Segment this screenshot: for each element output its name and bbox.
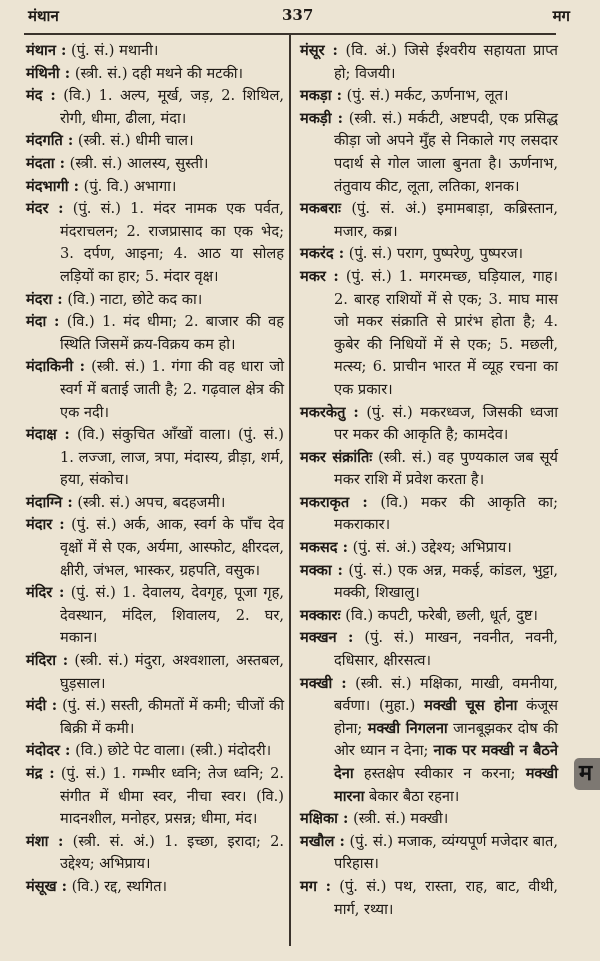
definition-text: (स्त्री. सं.) वह पुण्यकाल जब सूर्य मकर राशि में प्रवेश करता है। [334,448,558,489]
dictionary-entry [300,447,558,492]
headword: मंद्र : [26,765,55,782]
headword: मंशा : [26,832,64,850]
definition-text: (पुं. सं.) 1. गम्भीर ध्वनि; तेज ध्वनि; 2. संगीत में धीमा स्वर, नीचा स्वर। (वि.) मादनशील, मनोहर, प्रसन्न; धीमा, मंद। [54,765,285,828]
dictionary-entry [300,243,558,266]
dictionary-entry [300,876,558,921]
dictionary-entry [300,673,558,809]
definition-text: जानबूझकर दोष की ओर ध्यान न देना; [334,719,559,760]
dictionary-entry [26,85,284,130]
dictionary-entry [300,198,558,243]
definition-text: (पुं. सं.) मथानी। [66,42,159,59]
definition-text: (स्त्री. सं.) आलस्य, सुस्ती। [65,154,209,172]
headword: मंदाकिनी : [26,358,86,376]
definition-text: (स्त्री. सं.) मक्खी। [348,810,449,828]
headword: मक्खी : [300,674,347,692]
definition-text: (पुं. सं.) 1. देवालय, देवगृह, पूजा गृह, देवस्थान, मंदिल, शिवालय, 2. घर, मकान। [60,584,285,647]
dictionary-entry [26,289,284,312]
dictionary-entry [300,402,558,447]
headword: मक्षिका : [300,810,349,828]
dictionary-entry [300,108,558,198]
headword: मखौल : [300,832,345,850]
headword: मकरकेतु : [300,403,359,421]
definition-text: (वि.) मकर की आकृति का; मकराकार। [334,493,558,534]
headword: मंदाक्ष : [26,426,70,444]
definition-text: (वि. अं.) जिसे ईश्वरीय सहायता प्राप्त हो; विजयी। [334,42,558,82]
dictionary-entry [26,63,284,86]
dictionary-entry [300,560,558,605]
definition-text: (पुं. सं.) मजाक, व्यंग्यपूर्ण मजेदार बात, परिहास। [334,832,558,873]
definition-text: (पुं. सं.) 1. मगरमच्छ, घड़ियाल, गाह। 2. बारह राशियों में से एक; 3. माघ मास जो मकर संक्राति से प्रारंभ होता है; 4. कुबेर की निधियों में से एक; 5. मछली, मत्स्य; 6. प्राचीन भारत में व्यूह रचना का एक प्रकार। [334,267,558,398]
definition-text: (पुं. सं.) पराग, पुष्परेणु, पुष्परज। [344,245,524,263]
headword: मंसूख : [26,877,67,895]
headword: मंदिर : [26,584,65,602]
definition-text: (पुं. सं.) अर्क, आक, स्वर्ग के पाँच देव वृक्षों में से एक, अर्यमा, आस्फोट, क्षीरदल, क्षीरी, जंभल, भास्कर, ग्रहपति, वसुक। [60,516,284,579]
dictionary-entry [26,514,284,582]
idiom: मक्खी निगलना [367,719,448,737]
dictionary-entry [26,492,284,515]
dictionary-entry [26,582,284,650]
column-divider [289,34,291,946]
headword: मक्कारः [300,606,341,624]
dictionary-entry [26,831,284,876]
definition-text: (पुं. सं.) माखन, नवनीत, नवनी, दधिसार, क्षीरसत्व। [334,629,558,670]
definition-text: (पुं. वि.) अभागा। [78,177,177,195]
dictionary-entry [26,153,284,176]
definition-text: (पुं. सं.) मकरध्वज, जिसकी ध्वजा पर मकर की आकृति है; कामदेव। [334,403,558,444]
definition-text: (पुं. सं.) पथ, रास्ता, राह, बाट, वीथी, मार्ग, रथ्या। [331,877,558,918]
definition-text: (वि.) कपटी, फरेबी, छली, धूर्त, दुष्ट। [340,606,538,624]
definition-text: (पुं. सं. अं.) इमामबाड़ा, कब्रिस्तान, मजार, कब्र। [334,200,558,240]
headword: मंदरा : [26,290,63,308]
dictionary-entry [26,740,284,763]
idiom: नाक पर मक्खी न बैठने देना [334,742,558,782]
dictionary-entry [26,650,284,695]
headword: मंदोदर : [26,742,71,760]
headword: मकर संक्रांतिः [300,448,373,466]
dictionary-entry [300,808,558,831]
dictionary-entry [26,176,284,199]
right-column [300,40,558,921]
page-number: 337 [282,6,314,24]
thumb-index-tab[interactable]: म [574,758,600,790]
definition-text: बेकार बैठा रहना। [364,787,460,805]
dictionary-entry [26,695,284,740]
headword: मंदा : [26,313,60,331]
definition-text: (स्त्री. सं.) मक्षिका, माखी, वमनीया, बर्वणा। (मुहा.) [334,674,559,715]
headword: मंदाग्नि : [26,493,73,511]
definition-text: (स्त्री. सं.) अपच, बदहजमी। [72,493,226,511]
headword: मकराकृत : [300,493,368,511]
headword: मंदार : [26,516,65,534]
definition-text: (पुं. सं.) सस्ती, कीमतों में कमी; चीजों की बिक्री में कमी। [57,697,284,737]
definition-text: (वि.) 1. मंद धीमा; 2. बाजार की वह स्थिति जिसमें क्रय-विक्रय कम हो। [59,313,284,353]
headword: मकर : [300,267,339,285]
dictionary-entry [300,537,558,560]
guide-word-left: मंथान [28,7,59,25]
dictionary-entry [300,266,558,402]
headword: मंदर : [26,200,64,218]
guide-word-right: मग [552,7,570,25]
definition-text: (स्त्री. सं.) धीमी चाल। [73,132,194,150]
definition-text: (वि.) छोटे पेट वाला। (स्त्री.) मंदोदरी। [70,742,272,760]
definition-text: (स्त्री. सं.) दही मथने की मटकी। [70,64,244,82]
headword: मकड़ा : [300,87,342,105]
dictionary-entry [26,356,284,424]
definition-text: (वि.) 1. अल्प, मूर्ख, जड़, 2. शिथिल, रोगी, धीमा, ढीला, मंदा। [55,87,284,127]
dictionary-entry [300,40,558,85]
dictionary-entry [300,831,558,876]
dictionary-entry [300,492,558,537]
dictionary-entry [26,198,284,288]
dictionary-entry [300,85,558,108]
left-column [26,40,284,899]
dictionary-entry [300,627,558,672]
headword: मंदी : [26,697,58,715]
definition-text: हस्तक्षेप स्वीकार न करना; [353,765,526,782]
dictionary-entry [26,130,284,153]
headword: मंदता : [26,154,66,172]
dictionary-entry [26,40,284,63]
headword: मग : [300,877,332,895]
definition-text: (पुं. सं. अं.) उद्देश्य; अभिप्राय। [348,539,512,557]
definition-text: (स्त्री. सं.) 1. गंगा की वह धारा जो स्वर्ग में बताई जाती है; 2. गढ़वाल क्षेत्र की एक नदी। [60,358,284,421]
headword: मंद : [26,87,56,105]
dictionary-entry [26,763,284,831]
headword: मंदगति : [26,132,74,150]
headword: मंसूर : [300,42,338,59]
headword: मंदभागी : [26,177,79,195]
headword: मंथिनी : [26,64,71,82]
headword: मक्खन : [300,629,354,647]
idiom: मक्खी चूस होना [424,697,518,715]
dictionary-entry [26,311,284,356]
definition-text: कंजूस होना; [334,697,559,737]
headword: मंथान : [26,42,67,59]
definition-text: (वि.) संकुचित आँखों वाला। (पुं. सं.) 1. लज्जा, लाज, त्रपा, मंदास्य, व्रीड़ा, शर्म, हया, संकोच। [60,426,284,489]
definition-text: (वि.) रद्द, स्थगित। [67,877,168,895]
definition-text: (पुं. सं.) मर्कट, ऊर्णनाभ, लूत। [342,87,509,105]
definition-text: (स्त्री. सं.) मंदुरा, अश्वशाला, अस्तबल, घुड़साल। [60,652,284,692]
headword: मक्का : [300,561,343,579]
headword: मकरंद : [300,245,345,263]
definition-text: (पुं. सं.) एक अन्न, मकई, कांडल, भुट्टा, मक्की, शिखालु। [334,561,559,602]
definition-text: (वि.) नाटा, छोटे कद का। [62,290,203,308]
dictionary-entry [26,876,284,899]
definition-text: (स्त्री. सं.) मर्कटी, अष्टपदी, एक प्रसिद्ध कीड़ा जो अपने मुँह से निकाले गए लसदार पदार्थ से गोल जाला बुनता है। ऊर्णनाभ, तंतुवाय कीट, लूता, लतिका, शनक। [334,109,558,195]
headword: मंदिरा : [26,652,69,670]
definition-text: (पुं. सं.) 1. मंदर नामक एक पर्वत, मंदराचलन; 2. राजप्रासाद का एक भेद; 3. दर्पण, आइना; 4. आठ या सोलह लड़ियों का हार; 5. मंदार वृक्ष। [60,200,284,285]
idiom: मक्खी मारना [334,765,558,805]
headword: मकबराः [300,200,341,218]
dictionary-entry [26,424,284,492]
headword: मकसद : [300,539,349,557]
dictionary-entry [300,605,558,628]
definition-text: (स्त्री. सं. अं.) 1. इच्छा, इरादा; 2. उद्देश्य; अभिप्राय। [60,832,284,873]
headword: मकड़ी : [300,109,344,127]
